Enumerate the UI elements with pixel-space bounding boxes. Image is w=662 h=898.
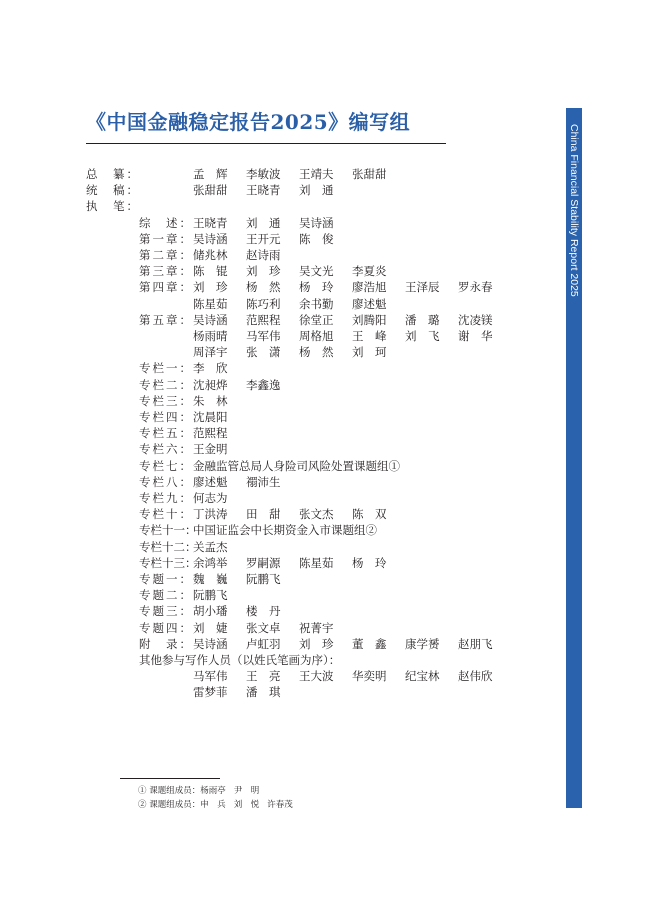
person-name: 潘 琪 bbox=[246, 685, 281, 700]
row-label: 专栏三： bbox=[139, 393, 191, 408]
person-name: 王泽辰 bbox=[405, 280, 440, 295]
person-name: 马军伟 bbox=[193, 669, 228, 684]
person-name: 吴诗涵 bbox=[193, 312, 228, 327]
footnote-divider bbox=[120, 778, 220, 779]
person-name: 田 甜 bbox=[246, 507, 281, 522]
person-name: 禤沛生 bbox=[246, 474, 281, 489]
row-label: 第一章： bbox=[139, 231, 191, 246]
person-name: 陈 双 bbox=[352, 507, 387, 522]
person-name: 纪宝林 bbox=[405, 669, 440, 684]
roster-row bbox=[0, 603, 560, 619]
footnote-name: 许春茂 bbox=[267, 800, 293, 810]
person-name: 潘 璐 bbox=[405, 312, 440, 327]
person-name: 吴文光 bbox=[299, 264, 334, 279]
roster-row bbox=[0, 425, 560, 441]
person-name: 周格旭 bbox=[299, 329, 334, 343]
footnote-name: 刘 悦 bbox=[233, 800, 260, 810]
roster-row bbox=[0, 522, 560, 538]
row-label: 第五章： bbox=[139, 312, 191, 327]
footnote bbox=[138, 799, 301, 811]
person-name: 阮鹏飞 bbox=[246, 572, 281, 586]
person-name: 李夏炎 bbox=[352, 264, 387, 279]
person-name: 廖述魁 bbox=[352, 296, 387, 311]
row-label: 第四章： bbox=[139, 280, 191, 295]
person-name: 王晓青 bbox=[193, 215, 228, 230]
person-name: 赵朋飞 bbox=[458, 636, 493, 651]
person-name: 刘 婕 bbox=[193, 620, 228, 635]
roster-row bbox=[0, 474, 560, 490]
person-name: 范熙程 bbox=[193, 426, 228, 441]
roster-row bbox=[0, 458, 560, 474]
footnote bbox=[138, 785, 267, 797]
roster-row bbox=[0, 312, 560, 328]
person-name: 刘 珂 bbox=[352, 345, 387, 360]
title-divider bbox=[86, 143, 446, 144]
row-label: 总 纂： bbox=[86, 167, 138, 181]
roster-row bbox=[0, 539, 560, 555]
roster-row bbox=[0, 652, 560, 668]
person-name: 王大波 bbox=[299, 669, 334, 684]
person-name: 楼 丹 bbox=[246, 604, 281, 619]
person-name: 周泽宇 bbox=[193, 345, 228, 360]
person-name: 张文杰 bbox=[299, 507, 334, 522]
roster-row bbox=[0, 393, 560, 409]
person-name: 王靖夫 bbox=[299, 167, 334, 181]
row-text: 金融监管总局人身险司风险处置课题组① bbox=[193, 458, 400, 473]
roster-row bbox=[0, 377, 560, 393]
person-name: 刘 珍 bbox=[246, 264, 281, 279]
person-name: 沈凌镁 bbox=[458, 312, 493, 327]
row-label: 专栏五： bbox=[139, 426, 191, 441]
person-name: 王金明 bbox=[193, 442, 228, 457]
roster-row bbox=[0, 231, 560, 247]
person-name: 李敏波 bbox=[246, 167, 281, 181]
person-name: 王开元 bbox=[246, 231, 281, 246]
person-name: 徐堂正 bbox=[299, 312, 334, 327]
person-name: 杨雨晴 bbox=[193, 329, 228, 343]
person-name: 关孟杰 bbox=[193, 539, 228, 554]
person-name: 储兆林 bbox=[193, 248, 228, 262]
roster-row bbox=[0, 571, 560, 587]
row-label: 专栏二： bbox=[139, 377, 191, 392]
roster-row bbox=[0, 587, 560, 603]
row-label: 专栏四： bbox=[139, 410, 191, 424]
roster-row bbox=[0, 506, 560, 522]
person-name: 沈昶烨 bbox=[193, 377, 228, 392]
person-name: 胡小璠 bbox=[193, 604, 228, 619]
person-name: 罗嗣源 bbox=[246, 555, 281, 570]
footnote-name: 申 兵 bbox=[200, 800, 226, 810]
person-name: 赵诗雨 bbox=[246, 248, 281, 262]
person-name: 谢 华 bbox=[458, 329, 493, 343]
row-text: 中国证监会中长期资金入市课题组② bbox=[193, 523, 377, 538]
person-name: 吴诗涵 bbox=[193, 636, 228, 651]
row-label: 第三章： bbox=[139, 264, 191, 279]
roster-row bbox=[0, 344, 560, 360]
person-name: 康学赟 bbox=[405, 636, 440, 651]
person-name: 李鑫逸 bbox=[246, 377, 281, 392]
roster-row bbox=[0, 198, 560, 214]
person-name: 董 鑫 bbox=[352, 636, 387, 651]
row-label: 专栏一： bbox=[139, 361, 191, 376]
row-label: 专题三： bbox=[139, 604, 191, 619]
person-name: 余鸿举 bbox=[193, 555, 228, 570]
footnote-label: 课题组成员： bbox=[149, 786, 201, 796]
roster-row bbox=[0, 441, 560, 457]
person-name: 刘 通 bbox=[246, 215, 281, 230]
person-name: 刘 飞 bbox=[405, 329, 440, 343]
person-name: 阮鹏飞 bbox=[193, 588, 228, 603]
row-label: 专栏八： bbox=[139, 474, 191, 489]
roster-row bbox=[0, 247, 560, 263]
person-name: 罗永春 bbox=[458, 280, 493, 295]
footnote-mark: ② bbox=[138, 800, 150, 810]
row-label: 综 述： bbox=[139, 215, 191, 230]
roster-row bbox=[0, 215, 560, 231]
person-name: 王晓青 bbox=[246, 183, 281, 198]
row-label: 专栏十三： bbox=[139, 555, 197, 570]
row-label: 专栏九： bbox=[139, 491, 191, 505]
page-title: 《中国金融稳定报告2025》编写组 bbox=[86, 110, 411, 134]
person-name: 王 峰 bbox=[352, 329, 387, 343]
row-label: 专栏十二： bbox=[139, 539, 197, 554]
roster-row bbox=[0, 360, 560, 376]
person-name: 陈 俊 bbox=[299, 231, 334, 246]
roster-row bbox=[0, 166, 560, 182]
footnote-mark: ① bbox=[138, 786, 150, 796]
row-label: 专栏六： bbox=[139, 442, 191, 457]
person-name: 刘 珍 bbox=[193, 280, 228, 295]
row-label: 专题四： bbox=[139, 620, 191, 635]
footnote-name: 尹 明 bbox=[233, 786, 260, 796]
person-name: 赵伟欣 bbox=[458, 669, 493, 684]
row-label: 专题一： bbox=[139, 572, 191, 586]
row-label: 第二章： bbox=[139, 248, 191, 262]
person-name: 张甜甜 bbox=[352, 167, 387, 181]
person-name: 吴诗涵 bbox=[299, 215, 334, 230]
roster-row bbox=[0, 555, 560, 571]
roster-row bbox=[0, 263, 560, 279]
row-label: 专栏十： bbox=[139, 507, 191, 522]
person-name: 李 欣 bbox=[193, 361, 228, 376]
person-name: 朱 林 bbox=[193, 393, 228, 408]
person-name: 魏 巍 bbox=[193, 572, 228, 586]
footnote-label: 课题组成员： bbox=[149, 800, 201, 810]
roster-row bbox=[0, 328, 560, 344]
person-name: 杨 玲 bbox=[299, 280, 334, 295]
row-label: 专栏十一： bbox=[139, 523, 197, 538]
person-name: 杨 然 bbox=[246, 280, 281, 295]
person-name: 华奕明 bbox=[352, 669, 387, 684]
roster-row bbox=[0, 490, 560, 506]
person-name: 马军伟 bbox=[246, 329, 281, 343]
roster-row bbox=[0, 279, 560, 295]
person-name: 廖述魁 bbox=[193, 474, 228, 489]
row-label: 执 笔： bbox=[86, 199, 138, 214]
person-name: 王 亮 bbox=[246, 669, 281, 684]
person-name: 张文卓 bbox=[246, 620, 281, 635]
roster-row bbox=[0, 182, 560, 198]
person-name: 刘腾阳 bbox=[352, 312, 387, 327]
person-name: 陈星茹 bbox=[299, 555, 334, 570]
roster-row bbox=[0, 668, 560, 684]
person-name: 沈晨阳 bbox=[193, 410, 228, 424]
person-name: 范熙程 bbox=[246, 312, 281, 327]
roster-row bbox=[0, 636, 560, 652]
person-name: 丁洪涛 bbox=[193, 507, 228, 522]
person-name: 刘 珍 bbox=[299, 636, 334, 651]
person-name: 陈星茹 bbox=[193, 296, 228, 311]
footnote-name: 杨雨亭 bbox=[200, 786, 226, 796]
roster-row bbox=[0, 409, 560, 425]
person-name: 刘 通 bbox=[299, 183, 334, 198]
person-name: 陈巧利 bbox=[246, 296, 281, 311]
person-name: 杨 玲 bbox=[352, 555, 387, 570]
person-name: 卢虹羽 bbox=[246, 636, 281, 651]
person-name: 何志为 bbox=[193, 491, 228, 505]
side-label: China Financial Stability Report 2025 bbox=[568, 124, 580, 297]
person-name: 杨 然 bbox=[299, 345, 334, 360]
roster-row bbox=[0, 684, 560, 700]
person-name: 陈 锟 bbox=[193, 264, 228, 279]
person-name: 祝菁宇 bbox=[299, 620, 334, 635]
person-name: 张 潇 bbox=[246, 345, 281, 360]
person-name: 孟 辉 bbox=[193, 167, 228, 181]
row-label: 统 稿： bbox=[86, 183, 138, 198]
person-name: 雷梦菲 bbox=[193, 685, 228, 700]
person-name: 吴诗涵 bbox=[193, 231, 228, 246]
person-name: 廖浩旭 bbox=[352, 280, 387, 295]
roster-row bbox=[0, 296, 560, 312]
row-label: 其他参与写作人员（以姓氏笔画为序）： bbox=[139, 653, 341, 667]
person-name: 张甜甜 bbox=[193, 183, 228, 198]
row-label: 专栏七： bbox=[139, 458, 191, 473]
roster-row bbox=[0, 620, 560, 636]
row-label: 专题二： bbox=[139, 588, 191, 603]
person-name: 余书勤 bbox=[299, 296, 334, 311]
row-label: 附 录： bbox=[139, 636, 191, 651]
